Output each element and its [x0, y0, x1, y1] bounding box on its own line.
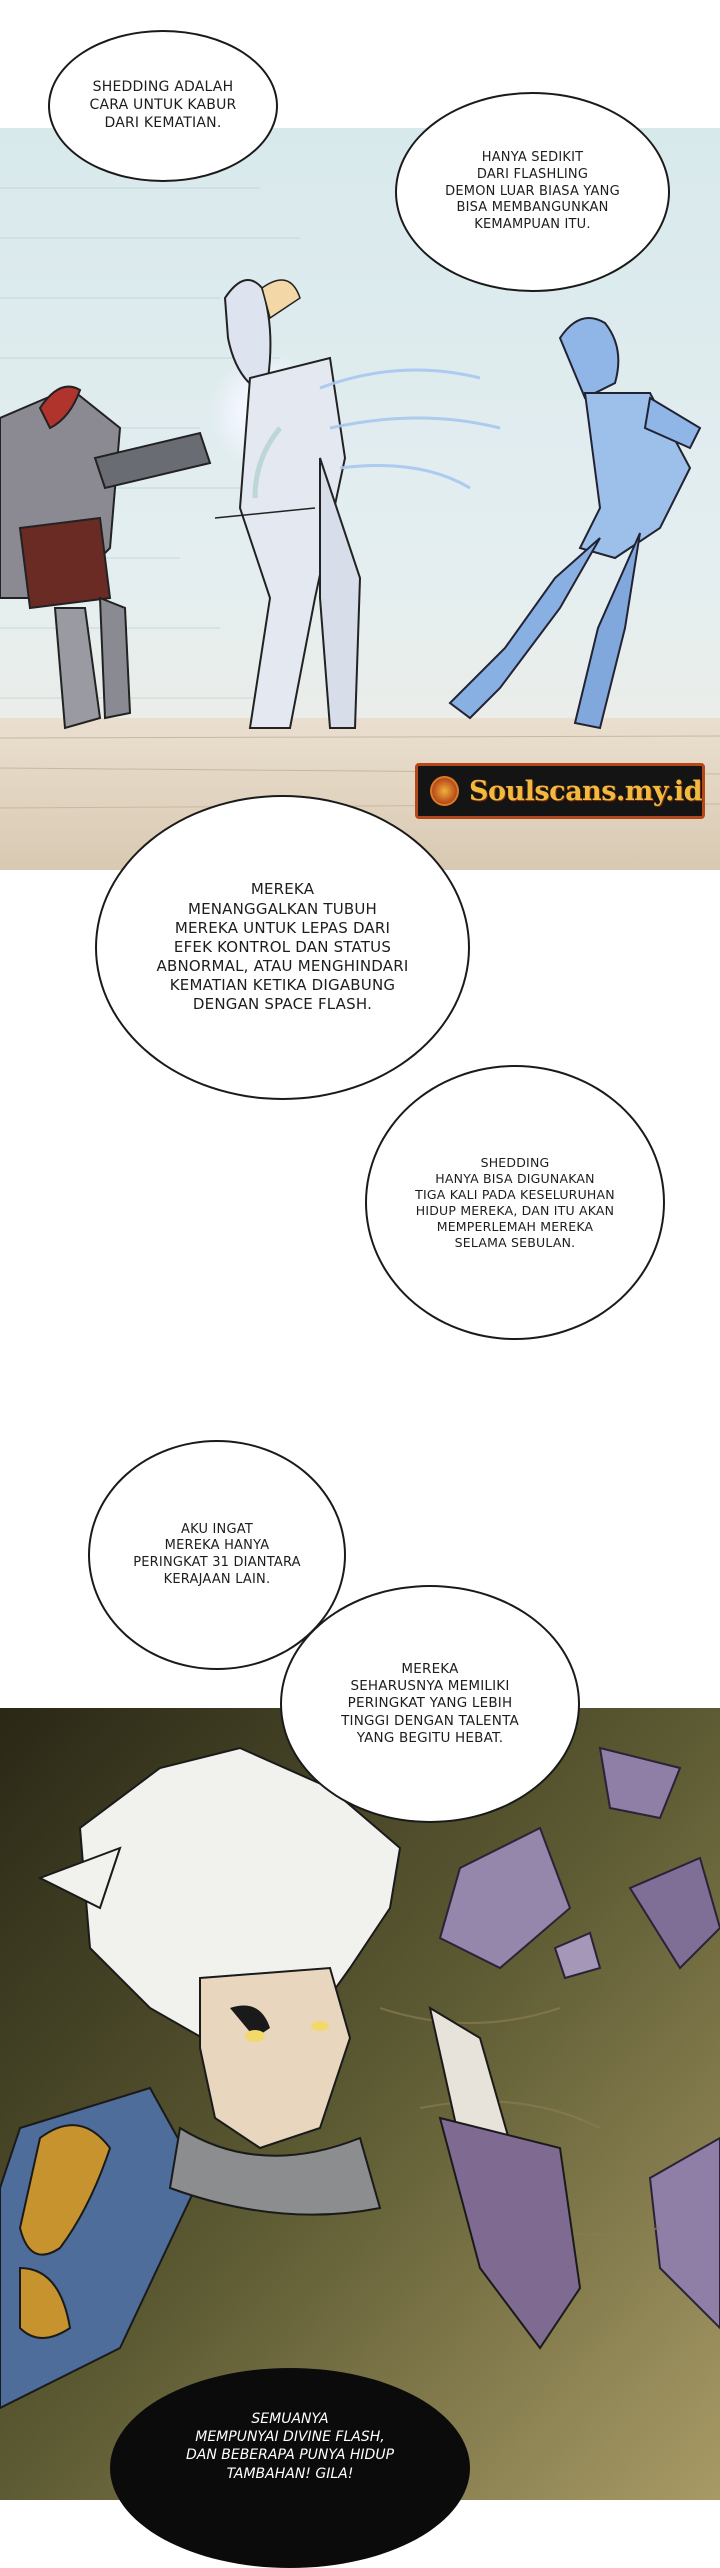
speech-text-7: SEMUANYA MEMPUNYAI DIVINE FLASH, DAN BEBERAPA PUNYA HIDUP TAMBAHAN! GILA! [185, 2411, 395, 2482]
speech-bubble-2 [395, 92, 670, 292]
speech-text-6: MEREKA SEHARUSNYA MEMILIKI PERINGKAT YANG LEBIH TINGGI DENGAN TALENTA YANG BEGITU HEBAT. [341, 1660, 519, 1746]
speech-text-2: HANYA SEDIKIT DARI FLASHLING DEMON LUAR BIASA YANG BISA MEMBANGUNKAN KEMAMPUAN ITU. [445, 150, 620, 232]
speech-bubble-3 [95, 795, 470, 1100]
speech-bubble-6 [280, 1585, 580, 1823]
watermark-banner [415, 763, 705, 819]
speech-text-5: AKU INGAT MEREKA HANYA PERINGKAT 31 DIANTARA KERAJAAN LAIN. [133, 1521, 301, 1587]
speech-text-1: SHEDDING ADALAH CARA UNTUK KABUR DARI KEMATIAN. [89, 79, 237, 131]
speech-bubble-4 [365, 1065, 665, 1340]
soulscans-logo-icon [430, 776, 459, 806]
watermark-text: Soulscans.my.id [469, 775, 702, 807]
speech-bubble-1 [48, 30, 278, 182]
speech-text-4: SHEDDING HANYA BISA DIGUNAKAN TIGA KALI PADA KESELURUHAN HIDUP MEREKA, DAN ITU AKAN MEMPERLEMAH MEREKA SELAMA SEBULAN. [415, 1154, 615, 1250]
speech-bubble-7-dark [110, 2368, 470, 2568]
speech-text-3: MEREKA MENANGGALKAN TUBUH MEREKA UNTUK LEPAS DARI EFEK KONTROL DAN STATUS ABNORMAL, ATAU MENGHINDARI KEMATIAN KETIKA DIGABUNG DENGAN SPACE FLASH. [156, 880, 409, 1014]
